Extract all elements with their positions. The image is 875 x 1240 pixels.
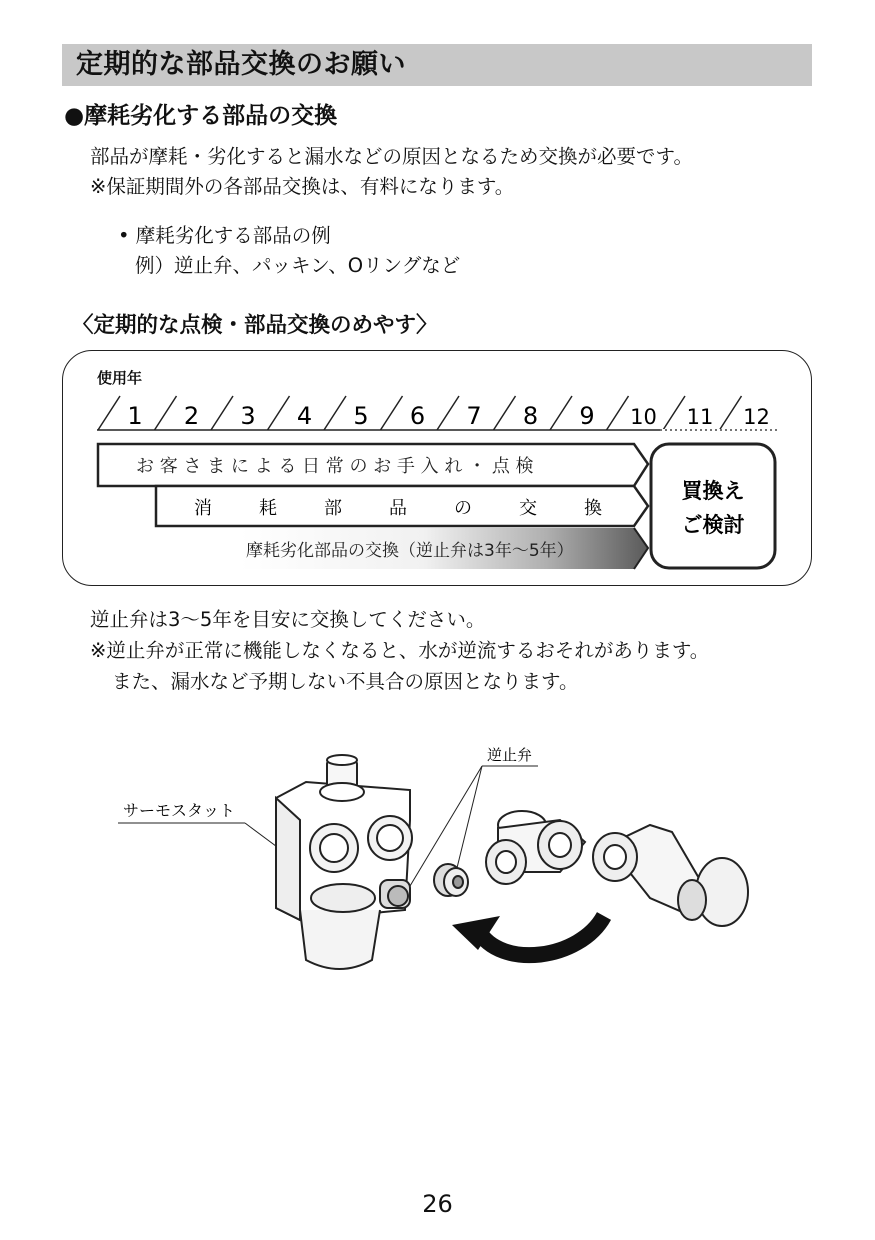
year-label: 12 — [743, 405, 770, 429]
year-label: 3 — [240, 402, 256, 430]
year-slash — [550, 396, 572, 430]
check-valve-part — [434, 864, 468, 896]
year-slash — [268, 396, 290, 430]
replace-line-2: ご検討 — [681, 513, 745, 537]
section-heading: ●摩耗劣化する部品の交換 — [64, 103, 338, 129]
year-slash — [211, 396, 233, 430]
row2-char: 部 — [324, 498, 342, 519]
years-label: 使用年 — [97, 369, 143, 387]
row2-char: 耗 — [259, 498, 277, 519]
year-label: 1 — [127, 402, 143, 430]
year-label: 9 — [579, 402, 595, 430]
row1-text: お 客 さ ま に よ る 日 常 の お 手 入 れ ・ 点 検 — [136, 456, 534, 477]
year-slash — [494, 396, 516, 430]
year-slash — [437, 396, 459, 430]
year-label: 7 — [466, 402, 482, 430]
year-label: 11 — [686, 405, 714, 429]
page-title: 定期的な部品交換のお願い — [62, 44, 812, 86]
year-slash — [324, 396, 346, 430]
label-thermostat: サーモスタット — [123, 801, 236, 820]
replace-line-1: 買換え — [681, 479, 745, 503]
year-label: 10 — [630, 405, 657, 429]
year-label: 8 — [522, 402, 539, 430]
row2-char: 交 — [519, 498, 537, 519]
row3-text: 摩耗劣化部品の交換（逆止弁は3年〜5年） — [246, 541, 574, 561]
row2-char: 換 — [584, 498, 602, 519]
replace-box — [651, 444, 775, 568]
year-label: 6 — [409, 402, 426, 430]
year-slash — [720, 396, 742, 430]
example-bullet: • 摩耗劣化する部品の例 — [118, 224, 331, 247]
thermostat-body — [276, 755, 412, 969]
year-slash — [663, 396, 685, 430]
year-label: 4 — [296, 402, 313, 430]
year-label: 2 — [183, 402, 200, 430]
year-slash — [155, 396, 177, 430]
year-label: 5 — [353, 402, 369, 430]
page-number: 26 — [422, 1190, 453, 1218]
faucet-elbows — [486, 811, 748, 926]
label-check-valve: 逆止弁 — [487, 746, 533, 764]
year-axis — [98, 396, 770, 430]
note-line-2: ※逆止弁が正常に機能しなくなると、水が逆流するおそれがあります。 — [90, 639, 710, 662]
install-arrow-icon — [452, 916, 604, 955]
row2-char: 品 — [389, 498, 407, 519]
note-line-3: また、漏水など予期しない不具合の原因となります。 — [112, 670, 579, 693]
schedule-heading: 〈定期的な点検・部品交換のめやす〉 — [72, 313, 438, 338]
year-slash — [98, 396, 120, 430]
intro-line-2: ※保証期間外の各部品交換は、有料になります。 — [90, 175, 515, 198]
year-slash — [381, 396, 403, 430]
note-line-1: 逆止弁は3〜5年を目安に交換してください。 — [90, 608, 486, 631]
year-slash — [607, 396, 629, 430]
schedule-diagram — [0, 0, 875, 600]
intro-line-1: 部品が摩耗・劣化すると漏水などの原因となるため交換が必要です。 — [90, 145, 693, 168]
row2-char: の — [454, 498, 472, 519]
faucet-illustration — [0, 720, 875, 1000]
example-items: 例）逆止弁、パッキン、Oリングなど — [135, 254, 461, 277]
row2-char: 消 — [194, 498, 212, 519]
